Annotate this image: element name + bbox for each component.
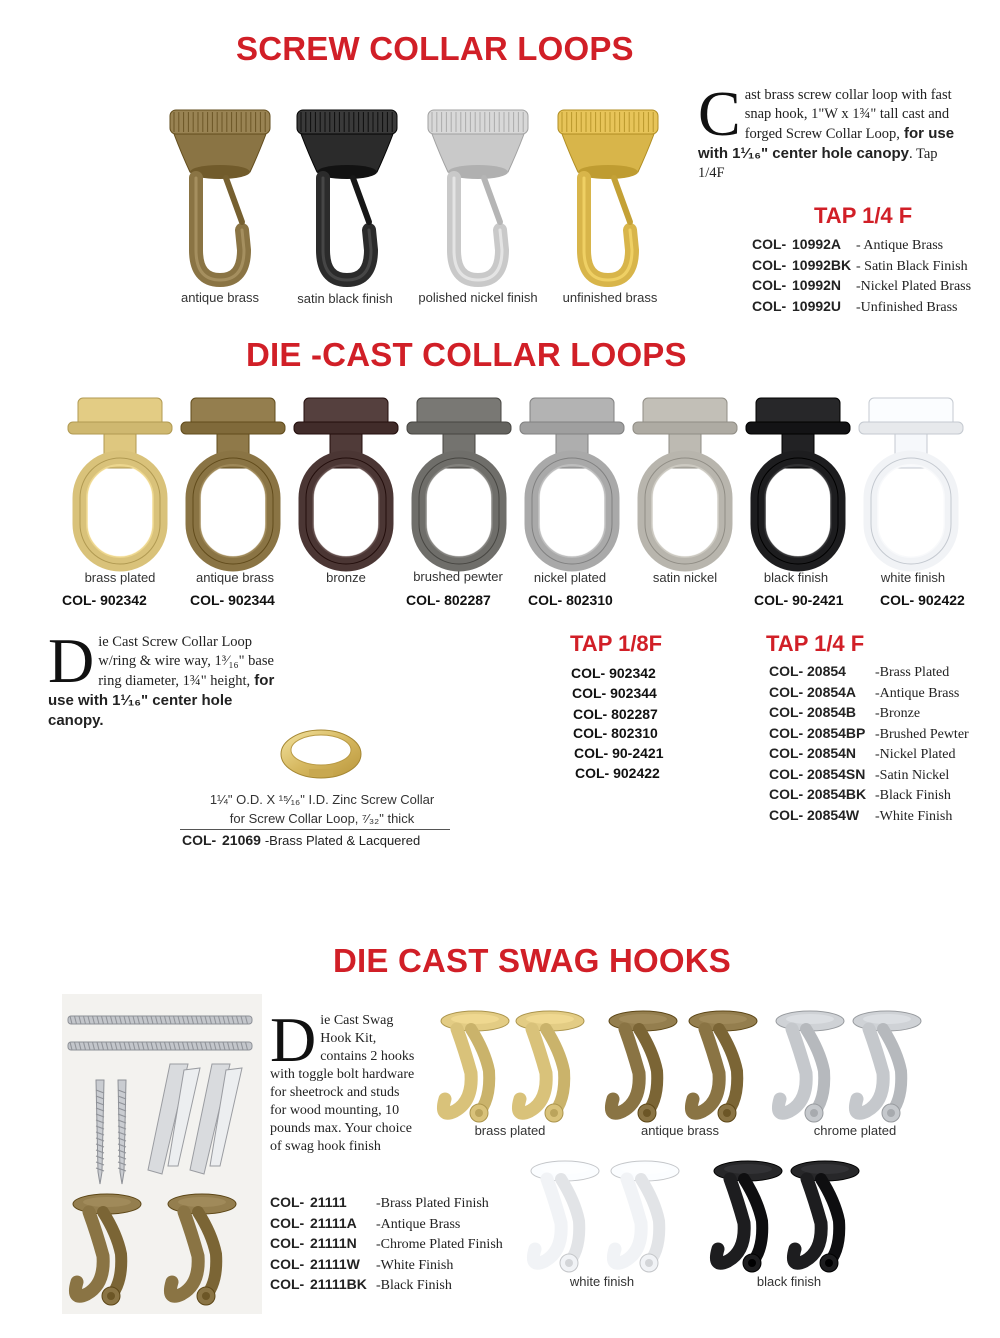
dropcap-d: D [270,1004,317,1075]
screw-collar-loops-image [160,100,670,290]
tap-quarter-f-heading-2: TAP 1/4 F [766,631,865,656]
screw-collar-loop-antique-brass [170,110,270,280]
die-cast-collar-loop-antique-brass [181,398,285,564]
swag-hook-brass-plated [516,1011,584,1122]
screw-collar-loop-polished-nickel [428,110,528,280]
code-902342: COL- 902342 [62,592,147,608]
code-row: COL- 21111N -Chrome Plated Finish [270,1235,503,1252]
threaded-bolt [68,1042,252,1050]
code-row: COL- 10992U -Unfinished Brass [752,297,958,315]
code-802310: COL- 802310 [528,592,613,608]
caption-brass-plated: brass plated [474,1123,546,1138]
swag-hook-code-list [270,1193,503,1296]
ring-code-row: COL- 21069 -Brass Plated & Lacquered [182,832,421,848]
code-row: COL- 10992BK - Satin Black Finish [752,256,968,274]
die-cast-collar-loop-brushed-pewter [407,398,511,564]
tap-quarter-f-heading: TAP 1/4 F [814,203,913,228]
swag-hook-antique-brass [689,1011,757,1122]
caption-brushed-pewter: brushed pewter [413,569,503,584]
dropcap-d: D [48,625,95,696]
swag-hook-kit-description: Die Cast Swag Hook Kit, contains 2 hooks with toggle bolt hardware for sheetrock and studs for wood mounting, 10 pounds max. Your choice of swag hook finish [270,1004,415,1154]
caption-white-finish: white finish [880,570,946,585]
code-row: COL- 902344 [572,685,657,701]
divider-line [180,829,450,830]
code-row: COL- 21111 -Brass Plated Finish [270,1194,489,1211]
screw-collar-code-list [752,235,971,317]
caption-antique-brass: antique brass [195,570,275,585]
caption-black-finish: black finish [756,1274,822,1289]
screw-collar-loop-description: Cast brass screw collar loop with fast snap hook, 1"W x 1¾" tall cast and forged Screw Collar Loop, for use with 1¹⁄₁₆" center hole canopy. Tap 1/4F [698,78,955,181]
caption-chrome-plated: chrome plated [813,1123,897,1138]
zinc-screw-collar-ring-image [276,720,366,784]
code-row: COL- 20854N -Nickel Plated [769,745,956,762]
caption-unfinished-brass: unfinished brass [562,290,658,305]
code-row: COL- 20854SN -Satin Nickel [769,765,950,783]
zinc-screw-collar-description: 1¼" O.D. X ¹⁵⁄₁₆" I.D. Zinc Screw Collar for Screw Collar Loop, ⁷⁄₃₂" thick [209,792,435,826]
die-cast-collar-loop-description: Die Cast Screw Collar Loop w/ring & wire way, 1³⁄₁₆" base ring diameter, 1¾" height, for use with 1¹⁄₁₆" center hole canopy. [48,625,275,729]
code-row: COL- 20854A -Antique Brass [769,683,960,701]
code-row: COL- 20854BK -Black Finish [769,786,951,803]
swag-hooks-row1-image [425,1005,940,1125]
code-row: COL- 20854BP -Brushed Pewter [769,724,969,742]
die-cast-collar-loop-brass-plated [68,398,172,564]
tap-quarter-code-list [769,662,969,826]
section-title-die-cast-swag-hooks: DIE CAST SWAG HOOKS [333,942,731,979]
dropcap-c: C [698,78,741,149]
swag-hook-chrome-plated [853,1011,921,1122]
code-row: COL- 902422 [575,765,660,781]
swag-hook-white-finish [611,1161,679,1272]
code-row: COL- 20854B -Bronze [769,704,921,721]
caption-brass-plated: brass plated [84,570,156,585]
caption-polished-nickel-finish: polished nickel finish [418,290,538,305]
code-row: COL- 20854 -Brass Plated [769,663,950,680]
swag-hook-kit-hardware-image [62,994,262,1314]
caption-antique-brass: antique brass [640,1123,720,1138]
screw-collar-loop-unfinished-brass [558,110,658,280]
caption-satin-nickel: satin nickel [652,570,718,585]
code-90-2421: COL- 90-2421 [754,592,844,608]
swag-hook-white-finish [531,1161,599,1272]
die-cast-collar-loop-black-finish [746,398,850,564]
code-row: COL- 10992A - Antique Brass [752,236,944,253]
code-902344: COL- 902344 [190,592,275,608]
caption-black-finish: black finish [763,570,829,585]
code-902422: COL- 902422 [880,592,965,608]
caption-nickel-plated: nickel plated [533,570,607,585]
screw-collar-loop-satin-black [297,110,397,280]
swag-hook-black-finish [714,1161,782,1272]
caption-antique-brass: antique brass [180,290,260,305]
section-title-screw-collar-loops: SCREW COLLAR LOOPS [236,30,634,67]
code-row: COL- 902342 [571,665,656,681]
tap-eighth-f-heading: TAP 1/8F [570,631,663,656]
swag-hook-antique-brass [609,1011,677,1122]
code-row: COL- 21111A -Antique Brass [270,1214,461,1232]
caption-bronze: bronze [326,570,366,585]
tap-eighth-code-list [571,663,663,783]
code-row: COL- 21111W -White Finish [270,1255,454,1273]
code-row: COL- 90-2421 [574,745,664,761]
swag-hook-chrome-plated [776,1011,844,1122]
die-cast-collar-loop-nickel-plated [520,398,624,564]
code-row: COL- 21111BK -Black Finish [270,1276,452,1293]
caption-white-finish: white finish [569,1274,635,1289]
code-row: COL- 802287 [573,706,658,722]
swag-hook-black-finish [791,1161,859,1272]
code-row: COL- 20854W -White Finish [769,806,953,824]
code-row: COL- 802310 [573,725,658,741]
threaded-bolt [68,1016,252,1024]
code-row: COL- 10992N -Nickel Plated Brass [752,277,972,294]
die-cast-collar-loop-white-finish [859,398,963,564]
die-cast-collar-loops-image [60,392,940,570]
section-title-die-cast-collar-loops: DIE -CAST COLLAR LOOPS [246,336,687,373]
swag-hook-brass-plated [441,1011,509,1122]
die-cast-collar-loop-satin-nickel [633,398,737,564]
die-cast-collar-loop-bronze [294,398,398,564]
code-802287: COL- 802287 [406,592,491,608]
swag-hooks-row2-image [520,1155,880,1275]
caption-satin-black-finish: satin black finish [297,291,393,306]
